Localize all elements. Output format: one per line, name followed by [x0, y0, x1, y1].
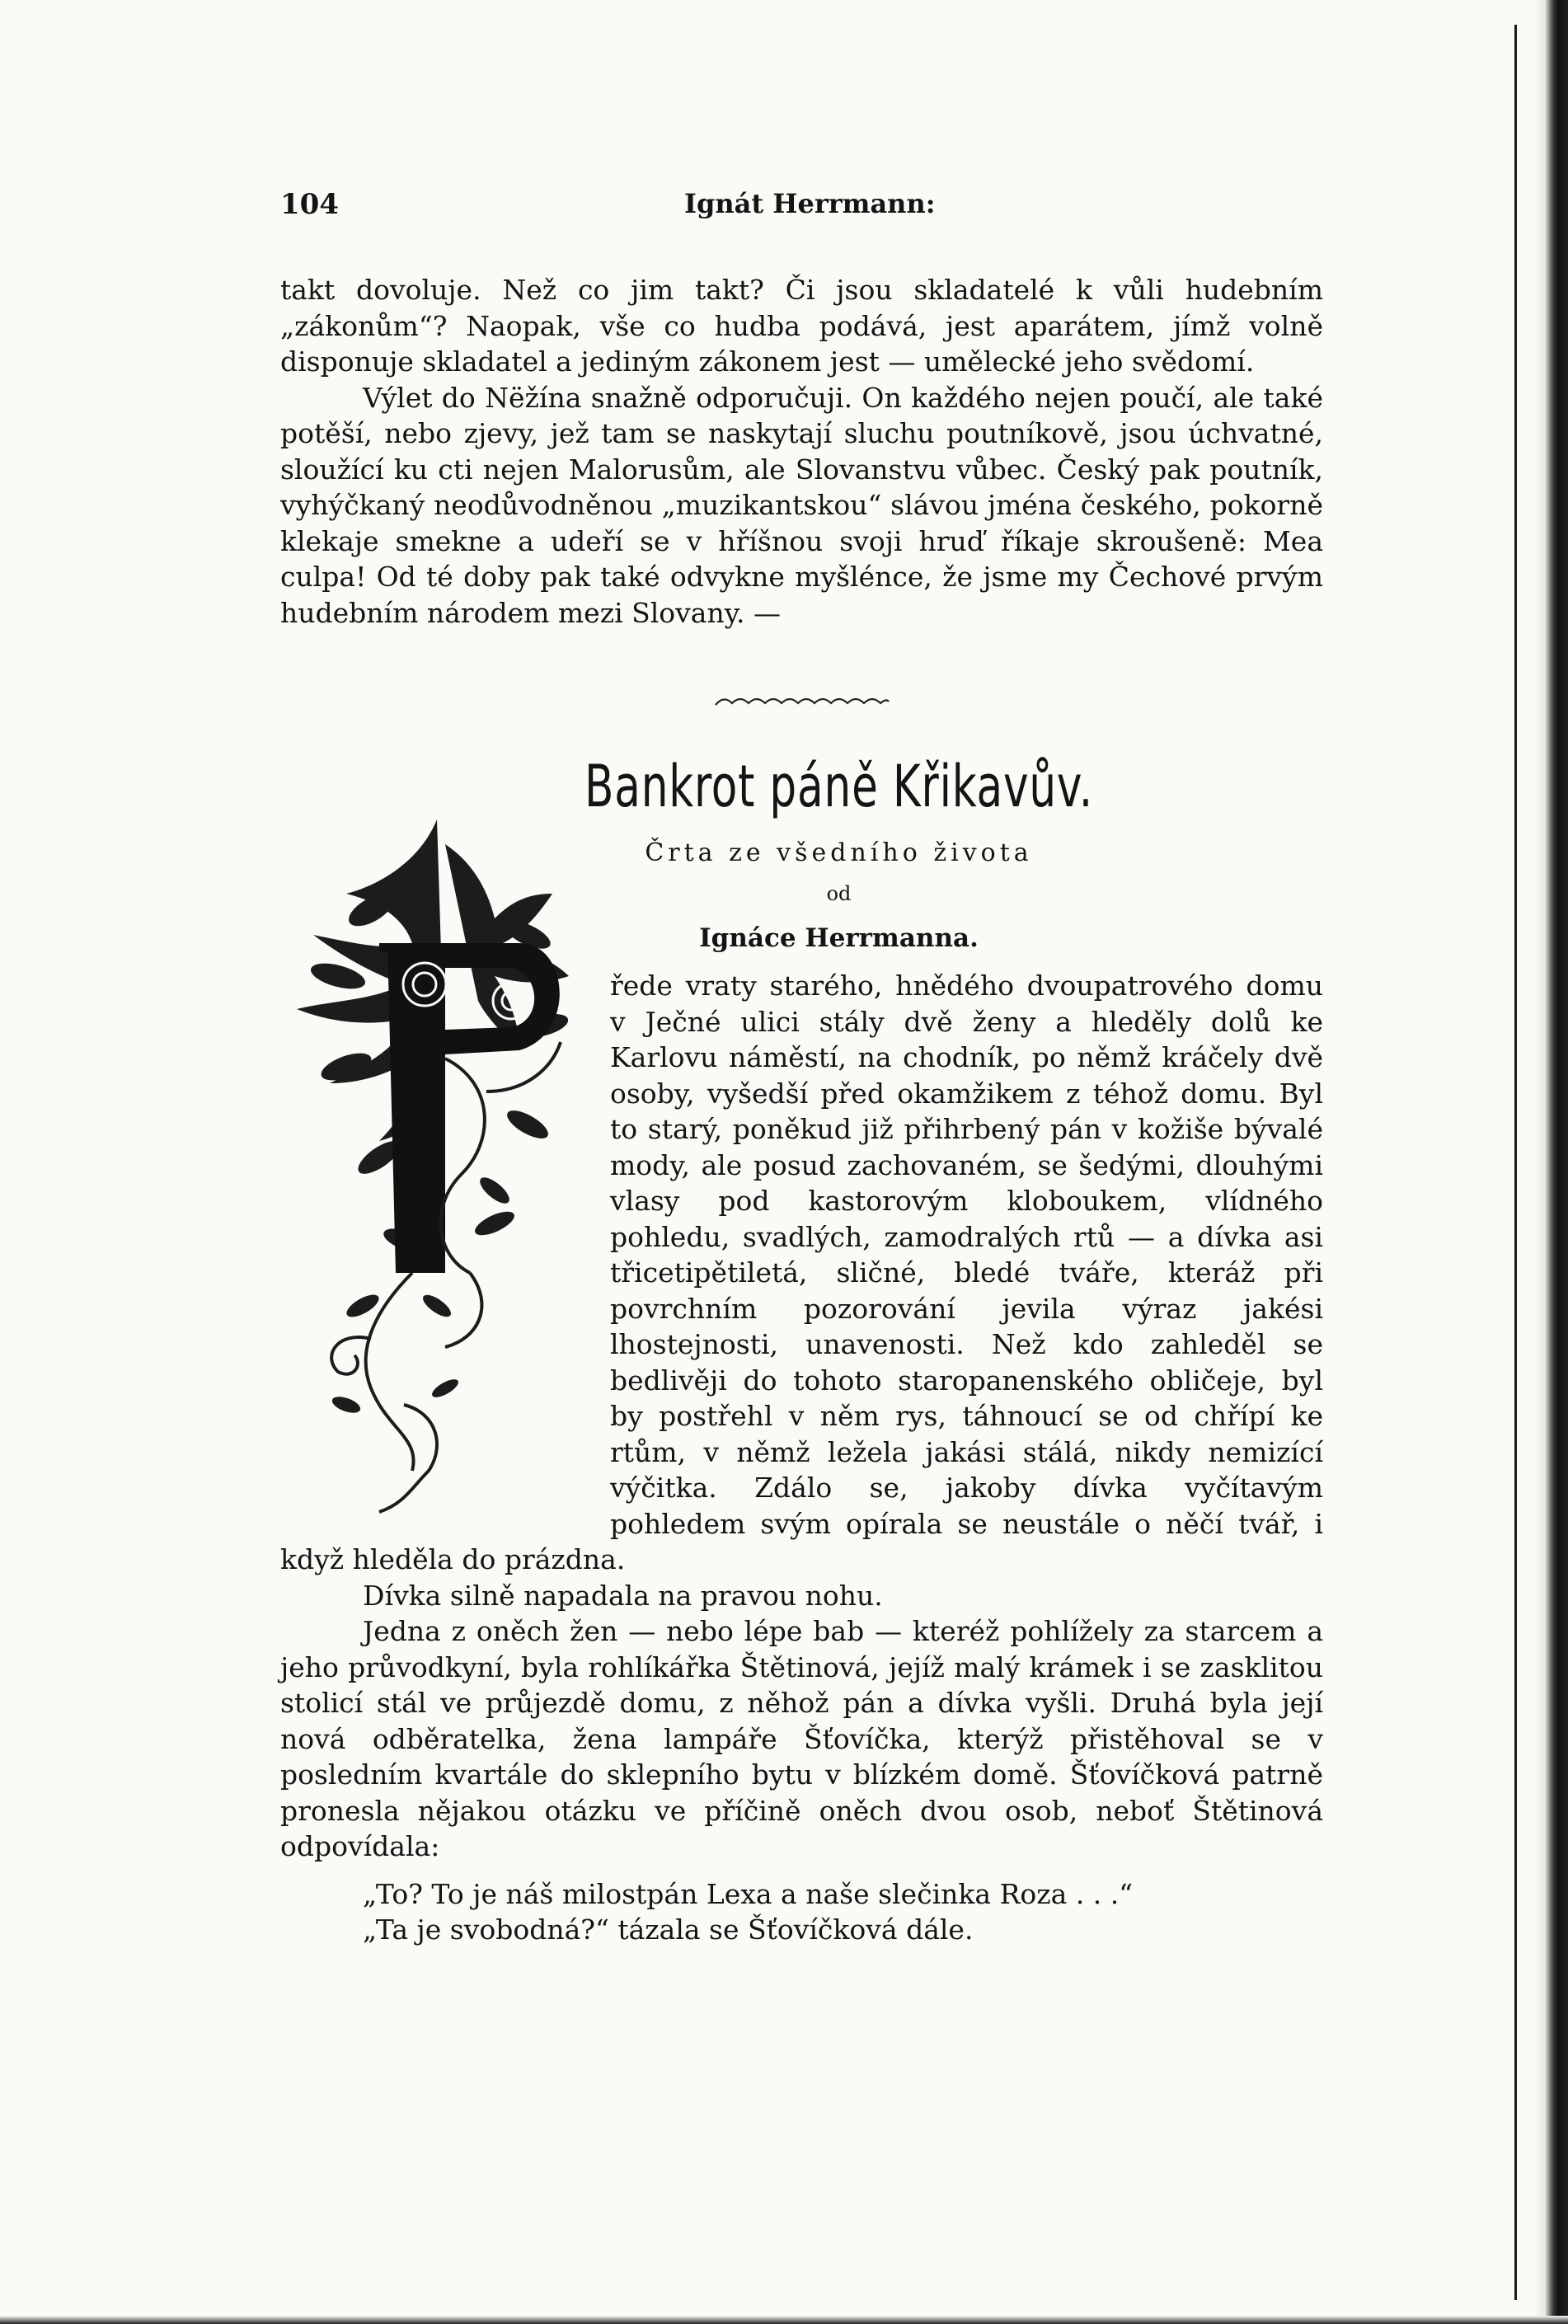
running-head-author: Ignát Herrmann:	[684, 188, 936, 219]
spine-shadow-line	[1514, 25, 1517, 2300]
dialogue-line: „Ta je svobodná?“ tázala se Šťovíčková dále.	[363, 1913, 974, 1946]
paragraph: Jedna z oněch žen — nebo lépe bab — kteréž pohlížely za starcem a jeho průvodkyní, byla rohlíkářka Štětinová, jejíž malý krámek i se zasklitou stolicí stál ve průjezdě domu, z něhož pán a dívka vyšli. Druhá byla její nová odběratelka, žena lampáře Šťovíčka, kterýž přistěhoval se v posledním kvartále do sklepního bytu v blízkém domě. Šťovíčková patrně pronesla nějakou otázku ve příčině oněch dvou osob, neboť Štětinová odpovídala:	[280, 1615, 1323, 1862]
book-spine-edge	[1535, 0, 1568, 2324]
dialogue-line: „To? To je náš milostpán Lexa a naše slečinka Roza . . .“	[363, 1877, 1134, 1910]
previous-article-text	[280, 272, 1323, 631]
floral-initial-p-icon	[280, 811, 594, 1520]
section-divider-ornament	[280, 688, 1323, 721]
page	[280, 181, 1323, 1948]
running-head	[280, 181, 1323, 231]
article-body	[280, 968, 1323, 1948]
article-subtitle: Črta ze všedního života	[645, 838, 1033, 867]
initial-paragraph-text: řede vraty starého, hnědého dvoupatrového domu v Ječné ulici stály dvě ženy a hleděly dolů ke Karlovu náměstí, na chodník, po němž kráčely dvě osoby, vyšedší před okamžikem z téhož domu. Byl to starý, poněkud již přihrbený pán v kožiše bývalé mody, ale posud zachovaném, se šedými, dlouhými vlasy pod kastorovým kloboukem, vlídného pohledu, svadlých, zamodralých rtů — a dívka asi třicetipětiletá, sličné, bledé tváře, kteráž při povrchním pozorování jevila výraz jakési lhostejnosti, unavenosti. Než kdo zahleděl se bedlivěji do tohoto staropanenského obličeje, byl by postřehl v něm rys, táhnoucí se od chřípí ke rtům, v němž ležela jakási stálá, nikdy nemizící výčitka. Zdálo se, jakoby dívka vyčítavým pohledem svým opírala se neustále o něčí tvář, i když hleděla do prázdna.	[280, 970, 1323, 1575]
paragraph: Výlet do Nëžína snažně odporučuji. On každého nejen poučí, ale také potěší, nebo zjevy, jež tam se naskytají sluchu poutníkově, jsou úchvatné, sloužící ku cti nejen Malorusům, ale Slovanstvu vůbec. Český pak poutník, vyhýčkaný neodůvodněnou „muzikantskou“ slávou jména českého, pokorně klekaje smekne a udeří se v hříšnou svoji hruď říkaje skroušeně: Mea culpa! Od té doby pak také odvykne myšlénce, že jsme my Čechové prvým hudebním národem mezi Slovany. —	[280, 381, 1323, 629]
ornamental-initial	[297, 811, 602, 1520]
paragraph: takt dovoluje. Než co jim takt? Či jsou skladatelé k vůli hudebním „zákonům“? Naopak, vše co hudba podává, jest aparátem, jímž volně disponuje skladatel a jediným zákonem jest — umělecké jeho svědomí.	[280, 274, 1323, 378]
page-number: 104	[280, 188, 339, 221]
article-author: Ignáce Herrmanna.	[699, 923, 979, 953]
article-title: Bankrot páně Křikavův.	[584, 753, 1094, 820]
page-bottom-edge	[0, 2316, 1568, 2324]
article-by: od	[826, 882, 852, 905]
paragraph: Dívka silně napadala na pravou nohu.	[363, 1579, 883, 1612]
